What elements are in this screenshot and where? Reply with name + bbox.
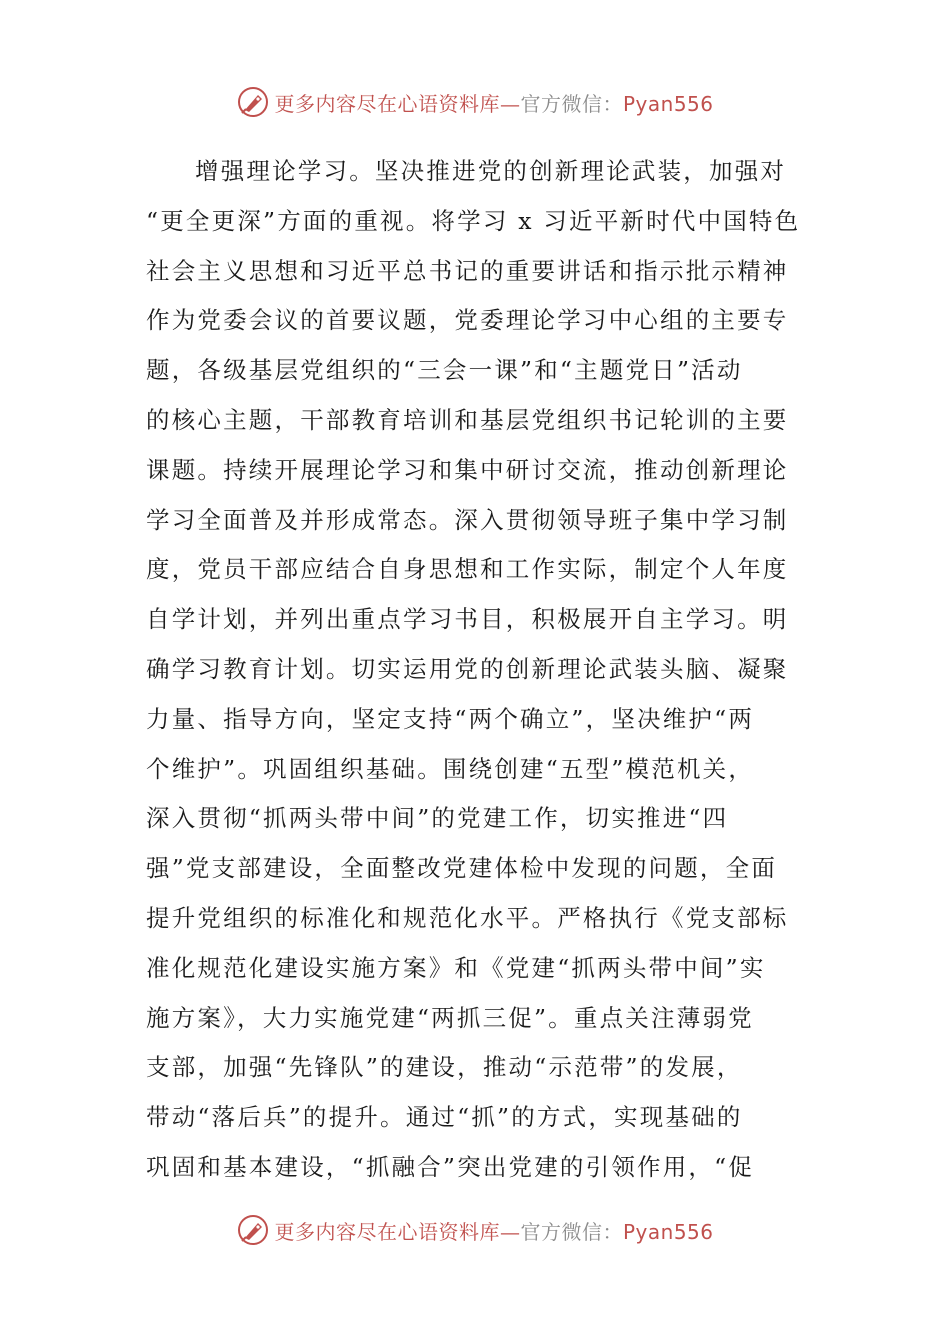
header-banner-dash: — [499,91,521,116]
body-line: 增强理论学习。坚决推进党的创新理论武装，加强对 [195,157,787,185]
body-line: 个维护”。巩固组织基础。围绕创建“五型”模范机关， [146,754,755,783]
body-line: 施方案》，大力实施党建“两抓三促”。重点关注薄弱党 [146,1003,754,1032]
body-line: 自学计划，并列出重点学习书目，积极展开自主学习。明 [146,605,789,634]
body-line: 度，党员干部应结合自身思想和工作实际，制定个人年度 [146,555,789,584]
body-line: 学习全面普及并形成常态。深入贯彻领导班子集中学习制 [146,505,789,534]
footer-banner-dash: — [499,1219,521,1244]
document-body [146,147,810,1193]
body-line: 提升党组织的标准化和规范化水平。严格执行《党支部标 [146,903,789,932]
header-banner [0,82,950,122]
body-line: 力量、指导方向，坚定支持“两个确立”，坚决维护“两 [146,704,755,733]
body-line: 社会主义思想和习近平总书记的重要讲话和指示批示精神 [146,256,789,285]
body-line: 确学习教育计划。切实运用党的创新理论武装头脑、凝聚 [146,654,789,683]
body-line: 课题。持续开展理论学习和集中研讨交流，推动创新理论 [146,455,789,484]
header-banner-wechat-label: 官方微信： [520,91,623,116]
body-line: “更全更深”方面的重视。将学习 x 习近平新时代中国特色 [146,206,801,235]
header-banner-handle: Pyan556 [622,91,714,116]
pen-nib-logo-icon [236,1213,270,1247]
body-line: 巩固和基本建设，“抓融合”突出党建的引领作用，“促 [146,1152,755,1181]
body-line: 准化规范化建设实施方案》和《党建“抓两头带中间”实 [146,953,766,982]
body-line: 带动“落后兵”的提升。通过“抓”的方式，实现基础的 [146,1103,743,1132]
footer-banner-text [274,1216,713,1245]
body-line: 强”党支部建设，全面整改党建体检中发现的问题，全面 [146,854,778,883]
header-banner-main: 更多内容尽在心语资料库 [274,91,500,116]
body-line: 支部，加强“先锋队”的建设，推动“示范带”的发展， [146,1053,743,1082]
footer-banner-main: 更多内容尽在心语资料库 [274,1219,500,1244]
body-line: 深入贯彻“抓两头带中间”的党建工作，切实推进“四 [146,804,729,833]
body-line: 题，各级基层党组织的“三会一课”和“主题党日”活动 [146,356,743,385]
footer-banner-handle: Pyan556 [622,1219,714,1244]
pen-nib-logo-icon [236,85,270,119]
footer-banner-wechat-label: 官方微信： [520,1219,623,1244]
header-banner-text [274,88,713,117]
body-line: 的核心主题，干部教育培训和基层党组织书记轮训的主要 [146,405,789,434]
footer-banner [0,1210,950,1250]
body-line: 作为党委会议的首要议题，党委理论学习中心组的主要专 [146,306,789,335]
